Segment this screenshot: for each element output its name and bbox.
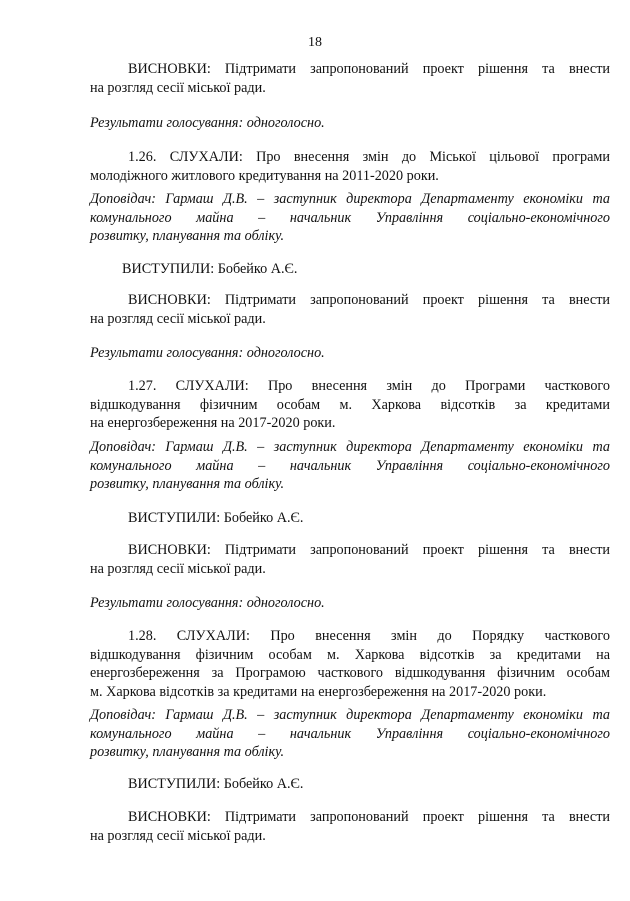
text-line: Результати голосування: одноголосно. xyxy=(90,595,325,611)
text-line: ВИСНОВКИ: Підтримати запропонований проект рішення та внести xyxy=(128,292,610,308)
text-line: ВИСНОВКИ: Підтримати запропонований проект рішення та внести xyxy=(128,809,610,825)
conclusions-paragraph xyxy=(90,541,610,578)
text-line: молодіжного житлового кредитування на 2011-2020 роки. xyxy=(90,167,439,184)
text-line: розвитку, планування та обліку. xyxy=(90,228,285,244)
spoke-paragraph xyxy=(90,509,610,528)
text-line: енергозбереження за Програмою часткового відшкодування фізичним особам xyxy=(90,665,610,681)
text-line: на розгляд сесії міської ради. xyxy=(90,560,266,577)
text-line: на розгляд сесії міської ради. xyxy=(90,310,266,327)
text-line: на розгляд сесії міської ради. xyxy=(90,79,266,96)
heard-item-1-26 xyxy=(90,148,610,185)
spoke-paragraph xyxy=(90,260,610,279)
text-line: м. Харкова відсотків за кредитами на енергозбереження на 2017-2020 роки. xyxy=(90,683,547,700)
voting-results xyxy=(90,594,610,613)
text-line: 1.28. СЛУХАЛИ: Про внесення змін до Порядку часткового xyxy=(128,628,610,644)
text-line: Результати голосування: одноголосно. xyxy=(90,345,325,361)
text-line: розвитку, планування та обліку. xyxy=(90,744,285,760)
text-line: Доповідач: Гармаш Д.В. – заступник директора Департаменту економіки та xyxy=(90,439,610,455)
text-line: Результати голосування: одноголосно. xyxy=(90,115,325,131)
speaker-paragraph xyxy=(90,706,610,762)
text-line: ВИСТУПИЛИ: Бобейко А.Є. xyxy=(128,510,304,526)
text-line: 1.27. СЛУХАЛИ: Про внесення змін до Програми часткового xyxy=(128,378,610,394)
text-line: комунального майна – начальник Управління соціально-економічного xyxy=(90,209,610,226)
conclusions-paragraph xyxy=(90,60,610,97)
text-line: на енергозбереження на 2017-2020 роки. xyxy=(90,415,336,431)
text-line: відшкодування фізичним особам м. Харкова відсотків за кредитами xyxy=(90,396,610,413)
text-line: розвитку, планування та обліку. xyxy=(90,476,285,492)
speaker-paragraph xyxy=(90,190,610,246)
text-line: ВИСНОВКИ: Підтримати запропонований проект рішення та внести xyxy=(128,542,610,558)
heard-item-1-27 xyxy=(90,377,610,433)
conclusions-paragraph xyxy=(90,291,610,328)
text-line: ВИСТУПИЛИ: Бобейко А.Є. xyxy=(122,261,298,277)
voting-results xyxy=(90,114,610,133)
conclusions-paragraph xyxy=(90,808,610,845)
page-number: 18 xyxy=(308,35,322,50)
heard-item-1-28 xyxy=(90,627,610,701)
text-line: Доповідач: Гармаш Д.В. – заступник директора Департаменту економіки та xyxy=(90,191,610,207)
text-line: ВИСТУПИЛИ: Бобейко А.Є. xyxy=(128,776,304,792)
text-line: 1.26. СЛУХАЛИ: Про внесення змін до Міської цільової програми xyxy=(128,149,610,165)
text-line: ВИСНОВКИ: Підтримати запропонований проект рішення та внести xyxy=(128,61,610,77)
text-line: комунального майна – начальник Управління соціально-економічного xyxy=(90,457,610,474)
text-line: Доповідач: Гармаш Д.В. – заступник директора Департаменту економіки та xyxy=(90,707,610,723)
text-line: відшкодування фізичним особам м. Харкова відсотків за кредитами на xyxy=(90,646,610,663)
text-line: на розгляд сесії міської ради. xyxy=(90,827,266,844)
speaker-paragraph xyxy=(90,438,610,494)
spoke-paragraph xyxy=(90,775,610,794)
voting-results xyxy=(90,344,610,363)
text-line: комунального майна – начальник Управління соціально-економічного xyxy=(90,725,610,742)
